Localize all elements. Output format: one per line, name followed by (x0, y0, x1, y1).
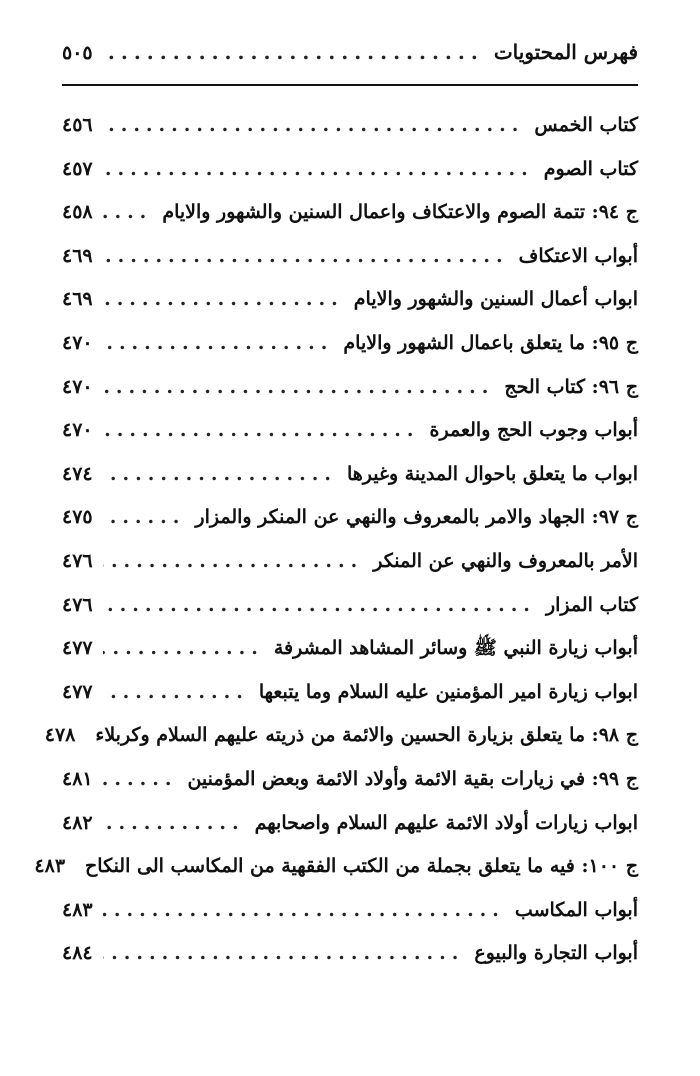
toc-entry-title: كتاب الصوم (543, 157, 638, 180)
page-header (62, 40, 638, 84)
toc-entry-title: كتاب الخمس (534, 114, 638, 136)
toc-entry-title: ج ٩٤: تتمة الصوم والاعتكاف واعمال السنين والشهور والايام (162, 201, 638, 224)
toc-entry-page: ٤٨١ (62, 767, 93, 790)
leader-dots (103, 768, 178, 791)
leader-dots (103, 201, 153, 224)
toc-entry (62, 637, 638, 681)
toc-entry (62, 899, 638, 943)
toc-entry (62, 942, 638, 986)
leader-dots (103, 463, 337, 486)
leader-dots (103, 550, 364, 573)
toc-entry (62, 463, 638, 507)
toc-entry (62, 812, 638, 856)
toc-entry-title: ابواب ما يتعلق باحوال المدينة وغيرها (346, 462, 638, 485)
toc-entry (62, 376, 638, 420)
toc-entry-page: ٤٨٣ (34, 855, 66, 878)
toc-entry-title: ابواب زيارة امير المؤمنين عليه السلام وما يتبعها (258, 680, 638, 703)
toc-entry (62, 114, 638, 158)
leader-dots (103, 899, 505, 922)
leader-dots (103, 637, 264, 660)
leader-dots (103, 594, 536, 617)
toc-entry (62, 201, 638, 245)
toc-entry (62, 768, 638, 812)
leader-dots (103, 942, 465, 965)
leader-dots (103, 376, 495, 399)
toc-entry-page: ٤٨٤ (62, 942, 93, 965)
toc-entry-page: ٤٧٦ (62, 549, 93, 572)
toc-entry-title: ج ٩٦: كتاب الحج (504, 375, 638, 398)
toc-entry-page: ٤٥٧ (62, 157, 93, 180)
leader-dots (103, 506, 186, 529)
leader-dots (103, 114, 525, 137)
toc-entry-title: أبواب المكاسب (514, 898, 638, 921)
toc-entry-title: ابواب زيارات أولاد الائمة عليهم السلام واصحابهم (254, 811, 638, 834)
toc-entry (62, 550, 638, 594)
toc-entry-page: ٤٦٩ (62, 288, 93, 311)
toc-entry-page: ٤٥٨ (62, 201, 93, 224)
toc-entry-title: ج ٩٧: الجهاد والامر بالمعروف والنهي عن المنكر والمزار (195, 506, 638, 529)
toc-entry-page: ٤٨٣ (62, 898, 93, 921)
leader-dots (103, 812, 245, 835)
toc-entry-page: ٤٥٦ (62, 114, 93, 136)
toc-entry-page: ٤٧٤ (62, 462, 93, 485)
toc-entry (62, 332, 638, 376)
header-rule (62, 84, 638, 86)
toc-entry-page: ٤٧٠ (62, 419, 93, 442)
page-title: فهرس المحتويات (493, 40, 638, 64)
toc-entry-title: ج ٩٨: ما يتعلق بزيارة الحسين والائمة من ذريته عليهم السلام وكربلاء (95, 724, 638, 747)
toc-entry-page: ٤٧٠ (62, 331, 93, 354)
toc-entry-title: الأمر بالمعروف والنهي عن المنكر (373, 549, 638, 572)
toc-entry-title: أبواب وجوب الحج والعمرة (429, 419, 638, 442)
toc-entry-page: ٤٦٩ (62, 244, 93, 267)
leader-dots (103, 245, 509, 268)
toc-entry (62, 594, 638, 638)
leader-dots (103, 419, 420, 442)
toc-page (34, 40, 638, 986)
toc-entry (62, 158, 638, 202)
toc-entry-page: ٤٧٥ (62, 506, 93, 529)
toc-entry (44, 724, 638, 768)
toc-entry (62, 419, 638, 463)
toc-entry-page: ٤٧٧ (62, 680, 93, 703)
toc-entry-title: كتاب المزار (545, 593, 638, 616)
toc-entry-title: ابواب أعمال السنين والشهور والايام (353, 288, 638, 311)
header-page-number: ٥٠٥ (62, 42, 93, 64)
toc-entry (62, 681, 638, 725)
leader-dots (103, 158, 534, 181)
toc-entry-title: أبواب التجارة والبيوع (474, 942, 638, 965)
toc-entry-page: ٤٧٦ (62, 593, 93, 616)
leader-dots (103, 681, 249, 704)
toc-entry (62, 288, 638, 332)
leader-dots (103, 332, 334, 355)
leader-dots (103, 40, 484, 64)
toc-entry-page: ٤٧٧ (62, 637, 93, 660)
toc-entry (34, 855, 638, 899)
toc-entry-page: ٤٨٢ (62, 811, 93, 834)
toc-entry-title: ج ٩٩: في زيارات بقية الائمة وأولاد الائمة وبعض المؤمنين (187, 767, 638, 790)
toc-entry-page: ٤٧٨ (44, 724, 76, 747)
toc-entry-title: ج ٩٥: ما يتعلق باعمال الشهور والايام (343, 331, 638, 354)
toc-entry-title: أبواب الاعتكاف (518, 244, 638, 267)
toc-entry-title: أبواب زيارة النبي ﷺ وسائر المشاهد المشرفة (273, 637, 638, 660)
toc-entry (62, 506, 638, 550)
toc-entry (62, 245, 638, 289)
toc-entry-page: ٤٧٠ (62, 375, 93, 398)
leader-dots (103, 288, 344, 311)
toc-list (34, 114, 638, 986)
toc-entry-title: ج ١٠٠: فيه ما يتعلق بجملة من الكتب الفقهية من المكاسب الى النكاح (85, 855, 638, 878)
